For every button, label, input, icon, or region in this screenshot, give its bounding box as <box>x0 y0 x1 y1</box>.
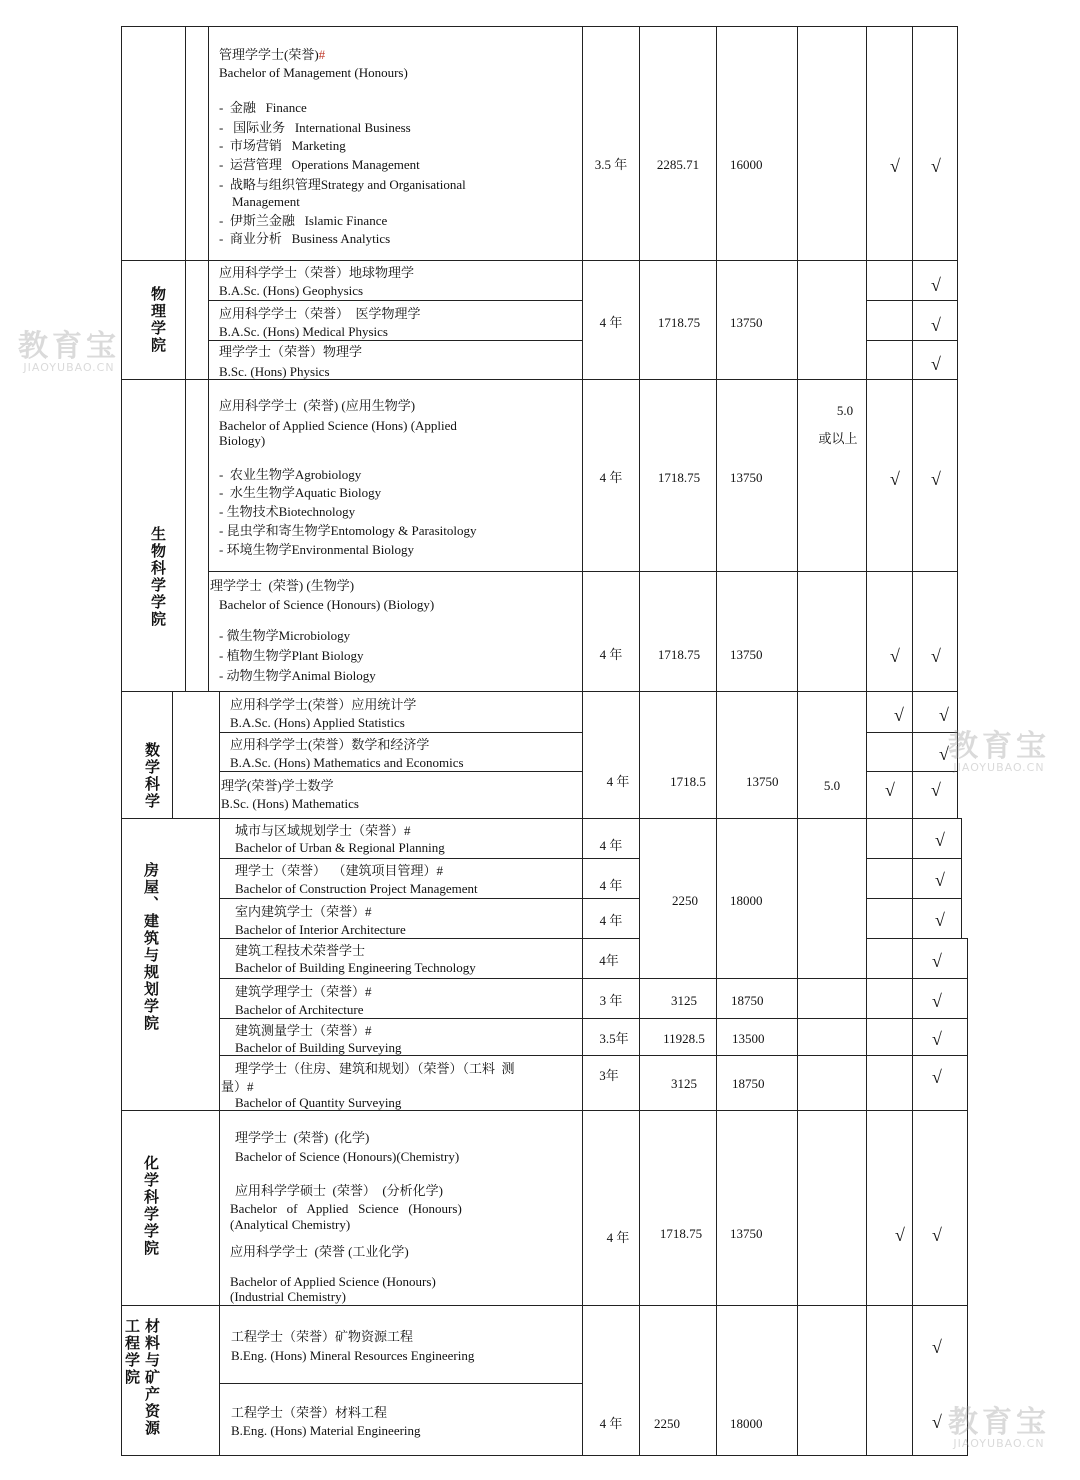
check-mark: √ <box>931 315 941 335</box>
program-name-en: Bachelor of Urban & Regional Planning <box>235 840 445 855</box>
watermark: 教育宝 JIAOYUBAO.CN <box>948 729 1050 774</box>
check-mark: √ <box>931 156 941 176</box>
sub-program: - 农业生物学Agrobiology <box>219 467 362 482</box>
hash-mark: # <box>318 47 326 62</box>
program-name-zh: 应用科学学士(荣誉）数学和经济学 <box>230 737 430 752</box>
program-name-zh: 工程学士（荣誉）矿物资源工程 <box>231 1329 414 1344</box>
program-name-en: B.A.Sc. (Hons) Applied Statistics <box>230 715 405 730</box>
program-name-zh: 城市与区域规划学士（荣誉）# <box>235 823 411 838</box>
program-name-zh: 应用科学学士(荣誉）应用统计学 <box>230 697 417 712</box>
fee-cell: 3125 <box>671 1076 697 1091</box>
duration-cell: 4 年 <box>599 1416 623 1431</box>
program-name-en: Bachelor of Applied Science (Hons) (Applied <box>219 418 457 433</box>
faculty-label-physics: 物理学院 <box>149 286 167 354</box>
duration-cell: 3年 <box>599 1068 619 1083</box>
fee-cell: 2285.71 <box>656 157 700 172</box>
check-mark: √ <box>932 1412 942 1432</box>
fee-cell: 18000 <box>730 1416 763 1431</box>
program-name-en: B.Sc. (Hons) Physics <box>219 364 330 379</box>
program-name-zh: 理学学士（荣誉）物理学 <box>219 344 363 359</box>
fee-cell: 1718.75 <box>657 647 701 662</box>
program-name-en: Bachelor of Management (Honours) <box>219 65 408 80</box>
program-name-en: Bachelor of Interior Architecture <box>235 922 406 937</box>
program-name-zh: 应用科学学士（荣誉）地球物理学 <box>219 265 415 280</box>
check-mark: √ <box>885 780 895 800</box>
sub-program: - 微生物学Microbiology <box>219 628 351 643</box>
check-mark: √ <box>939 744 949 764</box>
sub-program: - 战略与组织管理Strategy and Organisational <box>219 177 466 192</box>
program-name-en: Bachelor of Applied Science (Honours) <box>230 1274 436 1289</box>
program-name-en: Bachelor of Science (Honours) (Biology) <box>219 597 435 612</box>
sub-program: - 环境生物学Environmental Biology <box>219 542 414 557</box>
program-name-en: B.Sc. (Hons) Mathematics <box>221 796 359 811</box>
sub-program: - 伊斯兰金融 Islamic Finance <box>219 213 388 228</box>
program-name-zh: 应用科学学硕士 (荣誉） (分析化学) <box>235 1183 443 1198</box>
duration-cell: 4 年 <box>599 470 623 485</box>
faculty-label-housing: 房屋、建筑与规划学院 <box>142 862 160 1032</box>
fee-cell: 1718.75 <box>657 470 701 485</box>
program-name-zh: 理学学士 (荣誉) (化学) <box>235 1130 370 1145</box>
program-name-zh: 建筑工程技术荣誉学士 <box>235 943 366 958</box>
requirement-value: 5.0 <box>823 778 841 793</box>
duration-cell: 4 年 <box>599 647 623 662</box>
program-name-en: B.A.Sc. (Hons) Mathematics and Economics <box>230 755 464 770</box>
check-mark: √ <box>895 1225 905 1245</box>
program-name-zh: 建筑测量学士（荣誉）# <box>235 1023 372 1038</box>
check-mark: √ <box>931 469 941 489</box>
check-mark: √ <box>939 705 949 725</box>
sub-program: - 运营管理 Operations Management <box>219 157 420 172</box>
check-mark: √ <box>935 830 945 850</box>
program-name-en: B.Eng. (Hons) Mineral Resources Engineering <box>231 1348 475 1363</box>
check-mark: √ <box>890 156 900 176</box>
check-mark: √ <box>931 275 941 295</box>
program-name-zh: 建筑学理学士（荣誉）# <box>235 984 372 999</box>
fee-cell: 1718.75 <box>657 315 701 330</box>
duration-cell: 4 年 <box>606 774 630 789</box>
fee-cell: 13750 <box>746 774 779 789</box>
check-mark: √ <box>935 910 945 930</box>
program-name-zh: 量）# <box>221 1079 254 1094</box>
faculty-label-materials: 材料与矿产资源工程学院 <box>123 1318 161 1437</box>
program-name-zh: 理学士（荣誉） （建筑项目管理）# <box>235 863 444 878</box>
watermark: 教育宝 JIAOYUBAO.CN <box>18 329 120 374</box>
duration-cell: 4 年 <box>599 878 623 893</box>
program-name-en: Biology) <box>219 433 266 448</box>
fee-cell: 18750 <box>731 993 764 1008</box>
program-name-en: Bachelor of Science (Honours)(Chemistry) <box>235 1149 460 1164</box>
check-mark: √ <box>932 1067 942 1087</box>
fee-cell: 13750 <box>730 470 763 485</box>
requirement-value: 5.0 <box>836 403 854 418</box>
faculty-label-biology: 生物科学学院 <box>149 526 167 628</box>
program-name-en: B.A.Sc. (Hons) Medical Physics <box>219 324 388 339</box>
fee-cell: 1718.75 <box>659 1226 703 1241</box>
program-name-zh: 应用科学学士 (荣誉 (工业化学) <box>230 1244 409 1259</box>
program-name-zh: 管理学学士(荣誉)# <box>219 47 326 62</box>
check-mark: √ <box>932 951 942 971</box>
duration-cell: 4 年 <box>599 315 623 330</box>
sub-program: - 植物生物学Plant Biology <box>219 648 364 663</box>
program-name-en: (Analytical Chemistry) <box>230 1217 351 1232</box>
program-name-en: (Industrial Chemistry) <box>230 1289 346 1304</box>
fee-cell: 16000 <box>730 157 763 172</box>
fee-cell: 13750 <box>730 315 763 330</box>
fee-cell: 2250 <box>672 893 698 908</box>
duration-cell: 4 年 <box>599 913 623 928</box>
sub-program: - 金融 Finance <box>219 100 307 115</box>
check-mark: √ <box>890 646 900 666</box>
fee-cell: 11928.5 <box>663 1031 705 1046</box>
duration-cell: 3 年 <box>599 993 623 1008</box>
program-name-zh: 理学学士（住房、建筑和规划）（荣誉）（工料 测 <box>235 1061 515 1076</box>
sub-program: - 昆虫学和寄生物学Entomology & Parasitology <box>219 523 477 538</box>
program-name-zh: 室内建筑学士（荣誉）# <box>235 904 372 919</box>
duration-cell: 4 年 <box>599 838 623 853</box>
program-name-en: Bachelor of Quantity Surveying <box>235 1095 402 1110</box>
watermark: 教育宝 JIAOYUBAO.CN <box>948 1405 1050 1450</box>
requirement-note: 或以上 <box>818 431 858 446</box>
program-name-zh: 理学(荣誉)学士数学 <box>221 778 334 793</box>
faculty-label-math: 数学科学 <box>143 742 161 810</box>
sub-program: Management <box>219 194 300 209</box>
program-name-en: Bachelor of Architecture <box>235 1002 364 1017</box>
program-name-zh: 应用科学学士 (荣誉) (应用生物学) <box>219 398 416 413</box>
program-name-en: Bachelor of Construction Project Management <box>235 881 478 896</box>
check-mark: √ <box>890 469 900 489</box>
program-name-en: Bachelor of Applied Science (Honours) <box>230 1201 462 1216</box>
fee-cell: 13750 <box>730 1226 763 1241</box>
check-mark: √ <box>932 1337 942 1357</box>
duration-cell: 3.5年 <box>599 1031 629 1046</box>
duration-cell: 4年 <box>599 953 619 968</box>
check-mark: √ <box>931 354 941 374</box>
sub-program: - 商业分析 Business Analytics <box>219 231 391 246</box>
program-name-en: B.Eng. (Hons) Material Engineering <box>231 1423 421 1438</box>
fee-cell: 1718.5 <box>670 774 706 789</box>
duration-cell: 3.5 年 <box>594 157 628 172</box>
check-mark: √ <box>931 780 941 800</box>
sub-program: - 水生生物学Aquatic Biology <box>219 485 382 500</box>
fee-cell: 2250 <box>654 1416 680 1431</box>
sub-program: - 国际业务 International Business <box>219 120 411 135</box>
fee-cell: 3125 <box>671 993 697 1008</box>
check-mark: √ <box>931 646 941 666</box>
program-name-en: Bachelor of Building Engineering Technology <box>235 960 476 975</box>
program-name-en: Bachelor of Building Surveying <box>235 1040 402 1055</box>
check-mark: √ <box>932 1029 942 1049</box>
fee-cell: 13500 <box>732 1031 765 1046</box>
fee-cell: 13750 <box>730 647 763 662</box>
fee-cell: 18750 <box>732 1076 765 1091</box>
program-name-zh: 应用科学学士（荣誉） 医学物理学 <box>219 306 421 321</box>
program-name-zh: 理学学士 (荣誉) (生物学) <box>210 578 355 593</box>
faculty-label-chemistry: 化学科学学院 <box>142 1155 160 1257</box>
program-name-en: B.A.Sc. (Hons) Geophysics <box>219 283 364 298</box>
check-mark: √ <box>932 991 942 1011</box>
check-mark: √ <box>932 1225 942 1245</box>
duration-cell: 4 年 <box>606 1230 630 1245</box>
program-name-zh: 工程学士（荣誉）材料工程 <box>231 1405 388 1420</box>
sub-program: - 生物技术Biotechnology <box>219 504 356 519</box>
check-mark: √ <box>894 705 904 725</box>
check-mark: √ <box>935 870 945 890</box>
sub-program: - 市场营销 Marketing <box>219 138 346 153</box>
fee-cell: 18000 <box>730 893 763 908</box>
sub-program: - 动物生物学Animal Biology <box>219 668 376 683</box>
